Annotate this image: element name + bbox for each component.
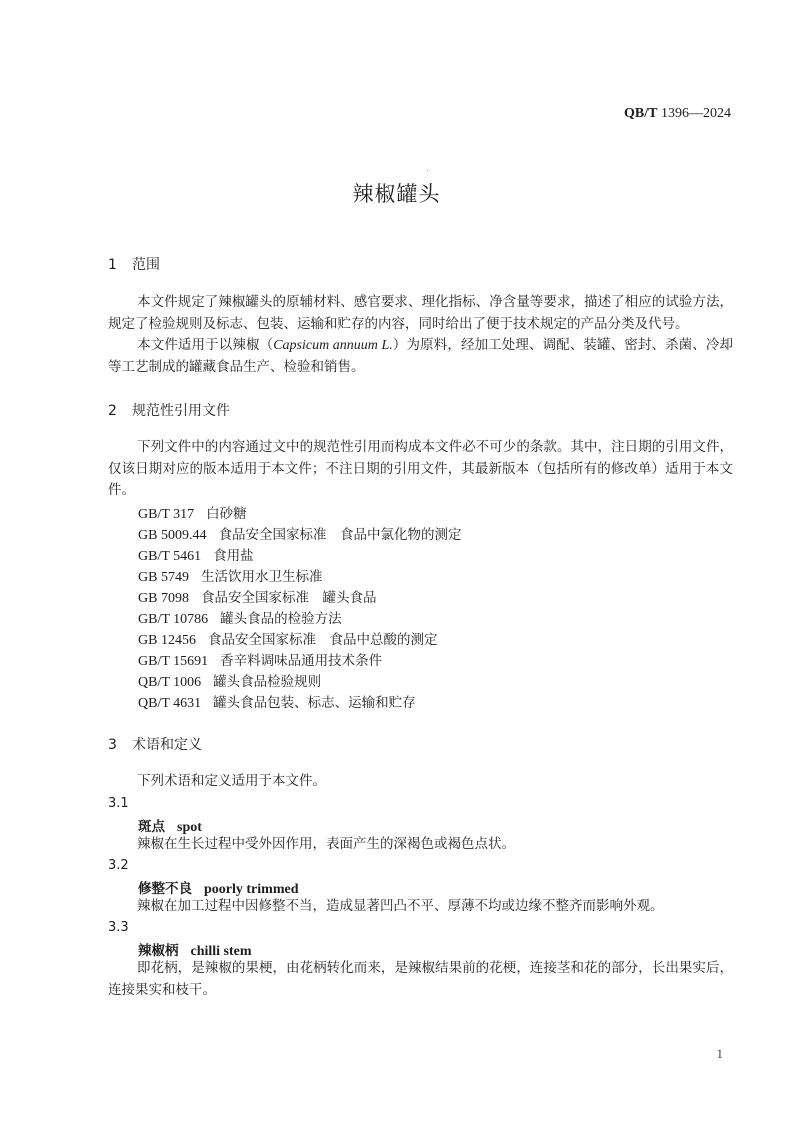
standard-code (624, 106, 731, 122)
reference-code: GB/T 15691 (138, 654, 209, 669)
reference-item (138, 586, 376, 607)
term-number: 3.1 (108, 796, 129, 811)
reference-title: 罐头食品检验规则 (213, 674, 322, 690)
term-en: chilli stem (190, 944, 252, 959)
section-2-intro (108, 437, 733, 502)
section-3-title: 术语和定义 (132, 737, 202, 753)
section-1-para-2 (108, 335, 733, 378)
term-zh: 辣椒柄 (138, 943, 179, 959)
reference-title: 食品安全国家标准 食品中总酸的测定 (207, 632, 438, 648)
reference-title: 白砂糖 (206, 506, 247, 522)
reference-code: GB 5009.44 (138, 528, 207, 543)
section-3-intro (108, 771, 733, 793)
term-number: 3.3 (108, 920, 129, 935)
reference-title: 罐头食品的检验方法 (220, 611, 342, 627)
term-zh: 修整不良 (138, 881, 192, 897)
term-heading (138, 939, 252, 960)
term-en: spot (177, 820, 202, 835)
term-en: poorly trimmed (204, 882, 299, 897)
section-2-heading (108, 400, 230, 420)
reference-code: GB/T 317 (138, 507, 195, 522)
reference-code: GB 7098 (138, 591, 189, 606)
reference-item (138, 565, 322, 586)
term-definition-text: 辣椒在加工过程中因修整不当，造成显著凹凸不平、厚薄不均或边缘不整齐而影响外观。 (137, 898, 664, 914)
reference-title: 生活饮用水卫生标准 (200, 569, 323, 585)
section-1-para-1 (108, 292, 733, 335)
reference-code: QB/T 4631 (138, 696, 202, 711)
section-1-para-2-pre: 本文件适用于以辣椒（ (137, 337, 274, 353)
term-heading (138, 877, 298, 898)
reference-item (138, 670, 321, 691)
reference-code: GB/T 10786 (138, 612, 209, 627)
reference-item (138, 502, 247, 523)
term-definition (108, 958, 733, 1001)
section-1-heading (108, 254, 160, 274)
section-2-title: 规范性引用文件 (132, 403, 230, 419)
reference-code: GB 5749 (138, 570, 189, 585)
term-number: 3.2 (108, 858, 129, 873)
section-2-intro-text: 下列文件中的内容通过文中的规范性引用而构成本文件必不可少的条款。其中，注日期的引用文件，仅该日期对应的版本适用于本文件；不注日期的引用文件，其最新版本（包括所有的修改单）适用于本文件。 (108, 439, 733, 498)
reference-title: 食用盐 (213, 548, 254, 564)
reference-title: 香辛料调味品通用技术条件 (220, 653, 383, 669)
reference-item (138, 544, 254, 565)
reference-title: 食品安全国家标准 食品中氯化物的测定 (218, 527, 462, 543)
reference-item (138, 649, 382, 670)
term-definition (108, 896, 733, 918)
term-definition-text: 即花柄，是辣椒的果梗，由花柄转化而来，是辣椒结果前的花梗，连接茎和花的部分，长出果实后，连接果实和枝干。 (108, 960, 733, 998)
document-title: 辣椒罐头 (352, 182, 441, 206)
reference-code: QB/T 1006 (138, 675, 202, 690)
section-1-number: 1 (108, 257, 117, 273)
standard-code-prefix: QB/T (624, 106, 658, 121)
section-3-heading (108, 734, 202, 754)
reference-item (138, 628, 437, 649)
term-heading (138, 815, 202, 836)
section-1-para-1-text: 本文件规定了辣椒罐头的原辅材料、感官要求、理化指标、净含量等要求，描述了相应的试验方法，规定了检验规则及标志、包装、运输和贮存的内容，同时给出了便于技术规定的产品分类及代号。 (108, 294, 733, 332)
standard-code-number: 1396—2024 (661, 106, 731, 121)
reference-code: GB/T 5461 (138, 549, 202, 564)
reference-title: 食品安全国家标准 罐头食品 (200, 590, 377, 606)
reference-title: 罐头食品包装、标志、运输和贮存 (213, 695, 416, 711)
term-definition-text: 辣椒在生长过程中受外因作用，表面产生的深褐色或褐色点状。 (137, 836, 515, 852)
section-1-para-2-post: ）为原料，经加工处理、调配、装罐、密封、杀菌、冷却等工艺制成的罐藏食品生产、检验和销售。 (108, 337, 734, 375)
reference-item (138, 523, 461, 544)
section-1-title: 范围 (132, 257, 160, 273)
term-zh: 斑点 (138, 819, 165, 835)
section-2-number: 2 (108, 403, 117, 419)
section-3-intro-text: 下列术语和定义适用于本文件。 (137, 773, 326, 789)
page-number: 1 (716, 1046, 723, 1061)
reference-code: GB 12456 (138, 633, 196, 648)
scan-dot (427, 170, 428, 171)
reference-item (138, 607, 342, 628)
latin-name: Capsicum annuum L. (273, 338, 393, 353)
term-definition (108, 834, 733, 856)
section-3-number: 3 (108, 737, 117, 753)
reference-item (138, 691, 416, 712)
